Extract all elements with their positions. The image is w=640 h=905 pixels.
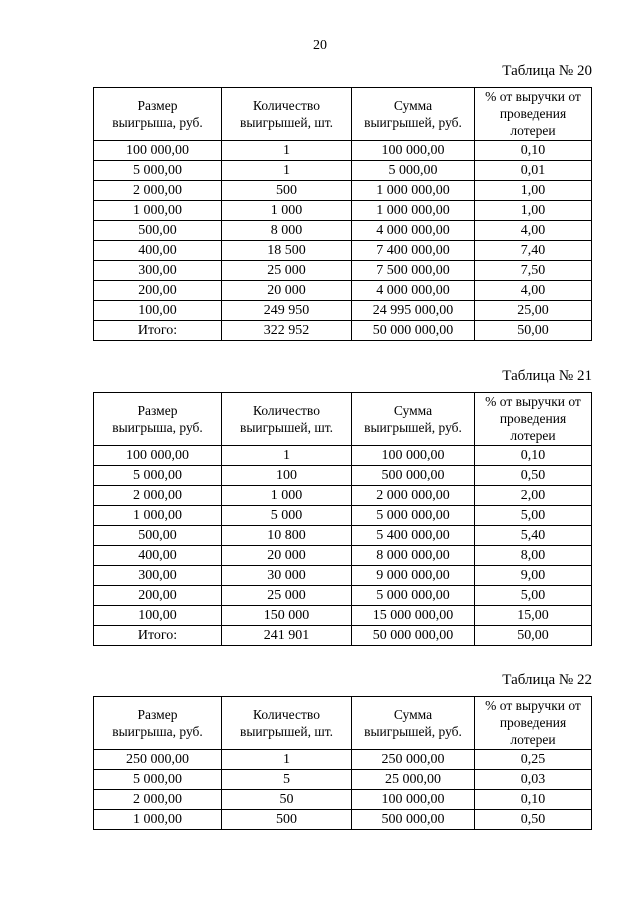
cell-percent: 1,00: [475, 201, 592, 221]
table-row: [94, 446, 592, 466]
cell-size: 5 000,00: [94, 770, 222, 790]
cell-percent: 0,10: [475, 446, 592, 466]
cell-percent: 0,50: [475, 466, 592, 486]
cell-sum: 250 000,00: [352, 750, 475, 770]
cell-count: 10 800: [222, 526, 352, 546]
cell-size: 250 000,00: [94, 750, 222, 770]
cell-percent: 4,00: [475, 221, 592, 241]
cell-size: 2 000,00: [94, 181, 222, 201]
header-revenue-percent: % от выручки от проведения лотереи: [475, 697, 592, 750]
header-row: [94, 88, 592, 141]
cell-percent: 5,00: [475, 586, 592, 606]
cell-percent: 0,10: [475, 790, 592, 810]
cell-sum: 50 000 000,00: [352, 626, 475, 646]
cell-sum: 5 400 000,00: [352, 526, 475, 546]
cell-size: 300,00: [94, 261, 222, 281]
table-22-caption: Таблица № 22: [502, 672, 592, 688]
cell-sum: 5 000 000,00: [352, 506, 475, 526]
header-row: [94, 697, 592, 750]
cell-sum: 100 000,00: [352, 141, 475, 161]
cell-count: 18 500: [222, 241, 352, 261]
cell-size: 200,00: [94, 281, 222, 301]
header-prize-size: Размер выигрыша, руб.: [94, 697, 222, 750]
cell-size: 2 000,00: [94, 486, 222, 506]
page-number: 20: [313, 38, 327, 53]
total-row: [94, 626, 592, 646]
table-row: [94, 526, 592, 546]
cell-percent: 0,25: [475, 750, 592, 770]
cell-percent: 9,00: [475, 566, 592, 586]
cell-size: 400,00: [94, 546, 222, 566]
cell-count: 1 000: [222, 486, 352, 506]
cell-percent: 5,00: [475, 506, 592, 526]
table-row: [94, 466, 592, 486]
table-row: [94, 141, 592, 161]
cell-count: 20 000: [222, 281, 352, 301]
total-row: [94, 321, 592, 341]
header-revenue-percent: % от выручки от проведения лотереи: [475, 393, 592, 446]
cell-percent: 5,40: [475, 526, 592, 546]
cell-count: 241 901: [222, 626, 352, 646]
table-row: [94, 770, 592, 790]
header-prize-sum: Сумма выигрышей, руб.: [352, 88, 475, 141]
table-row: [94, 606, 592, 626]
cell-count: 25 000: [222, 261, 352, 281]
cell-count: 150 000: [222, 606, 352, 626]
table-row: [94, 161, 592, 181]
cell-sum: 100 000,00: [352, 790, 475, 810]
cell-count: 1: [222, 161, 352, 181]
cell-percent: 0,03: [475, 770, 592, 790]
table-row: [94, 301, 592, 321]
cell-count: 1 000: [222, 201, 352, 221]
table-row: [94, 281, 592, 301]
cell-percent: 4,00: [475, 281, 592, 301]
cell-percent: 0,50: [475, 810, 592, 830]
cell-sum: 24 995 000,00: [352, 301, 475, 321]
table-row: [94, 810, 592, 830]
cell-size: 500,00: [94, 526, 222, 546]
table-row: [94, 201, 592, 221]
cell-sum: 25 000,00: [352, 770, 475, 790]
cell-size: 1 000,00: [94, 201, 222, 221]
table-row: [94, 566, 592, 586]
cell-sum: 4 000 000,00: [352, 221, 475, 241]
cell-percent: 50,00: [475, 321, 592, 341]
cell-sum: 7 400 000,00: [352, 241, 475, 261]
cell-size: 300,00: [94, 566, 222, 586]
cell-sum: 9 000 000,00: [352, 566, 475, 586]
cell-percent: 7,40: [475, 241, 592, 261]
cell-sum: 5 000,00: [352, 161, 475, 181]
cell-size: 2 000,00: [94, 790, 222, 810]
cell-size: 5 000,00: [94, 161, 222, 181]
header-row: [94, 393, 592, 446]
cell-percent: 25,00: [475, 301, 592, 321]
header-prize-count: Количество выигрышей, шт.: [222, 393, 352, 446]
cell-size: 1 000,00: [94, 810, 222, 830]
header-revenue-percent: % от выручки от проведения лотереи: [475, 88, 592, 141]
table-row: [94, 486, 592, 506]
cell-size: 100 000,00: [94, 446, 222, 466]
cell-sum: 1 000 000,00: [352, 181, 475, 201]
cell-count: 5: [222, 770, 352, 790]
cell-sum: 8 000 000,00: [352, 546, 475, 566]
cell-size: 500,00: [94, 221, 222, 241]
cell-count: 500: [222, 810, 352, 830]
cell-sum: 4 000 000,00: [352, 281, 475, 301]
cell-count: 249 950: [222, 301, 352, 321]
cell-sum: 2 000 000,00: [352, 486, 475, 506]
cell-size: 5 000,00: [94, 466, 222, 486]
cell-percent: 7,50: [475, 261, 592, 281]
cell-count: 5 000: [222, 506, 352, 526]
cell-size: 200,00: [94, 586, 222, 606]
table-row: [94, 586, 592, 606]
header-prize-size: Размер выигрыша, руб.: [94, 88, 222, 141]
cell-size: 100 000,00: [94, 141, 222, 161]
cell-size: 1 000,00: [94, 506, 222, 526]
cell-count: 8 000: [222, 221, 352, 241]
header-prize-count: Количество выигрышей, шт.: [222, 88, 352, 141]
cell-count: 25 000: [222, 586, 352, 606]
cell-count: 30 000: [222, 566, 352, 586]
cell-percent: 50,00: [475, 626, 592, 646]
cell-sum: 100 000,00: [352, 446, 475, 466]
cell-sum: 500 000,00: [352, 810, 475, 830]
cell-count: 1: [222, 750, 352, 770]
cell-percent: 1,00: [475, 181, 592, 201]
cell-count: 1: [222, 141, 352, 161]
cell-percent: 2,00: [475, 486, 592, 506]
table-20-caption: Таблица № 20: [502, 63, 592, 79]
cell-count: 100: [222, 466, 352, 486]
cell-sum: 500 000,00: [352, 466, 475, 486]
header-prize-sum: Сумма выигрышей, руб.: [352, 393, 475, 446]
cell-count: 322 952: [222, 321, 352, 341]
cell-count: 50: [222, 790, 352, 810]
table-row: [94, 261, 592, 281]
cell-percent: 8,00: [475, 546, 592, 566]
table-row: [94, 221, 592, 241]
cell-sum: 5 000 000,00: [352, 586, 475, 606]
cell-percent: 15,00: [475, 606, 592, 626]
table-row: [94, 241, 592, 261]
table-row: [94, 506, 592, 526]
cell-percent: 0,10: [475, 141, 592, 161]
cell-sum: 15 000 000,00: [352, 606, 475, 626]
cell-count: 1: [222, 446, 352, 466]
table-22: [93, 696, 592, 830]
cell-size: 100,00: [94, 606, 222, 626]
cell-size: Итого:: [94, 626, 222, 646]
table-21-caption: Таблица № 21: [502, 368, 592, 384]
cell-count: 500: [222, 181, 352, 201]
cell-size: 400,00: [94, 241, 222, 261]
cell-sum: 1 000 000,00: [352, 201, 475, 221]
table-row: [94, 546, 592, 566]
cell-size: 100,00: [94, 301, 222, 321]
table-row: [94, 750, 592, 770]
cell-percent: 0,01: [475, 161, 592, 181]
table-21: [93, 392, 592, 646]
header-prize-sum: Сумма выигрышей, руб.: [352, 697, 475, 750]
table-row: [94, 181, 592, 201]
cell-count: 20 000: [222, 546, 352, 566]
cell-sum: 7 500 000,00: [352, 261, 475, 281]
table-row: [94, 790, 592, 810]
cell-size: Итого:: [94, 321, 222, 341]
cell-sum: 50 000 000,00: [352, 321, 475, 341]
table-20: [93, 87, 592, 341]
header-prize-count: Количество выигрышей, шт.: [222, 697, 352, 750]
header-prize-size: Размер выигрыша, руб.: [94, 393, 222, 446]
